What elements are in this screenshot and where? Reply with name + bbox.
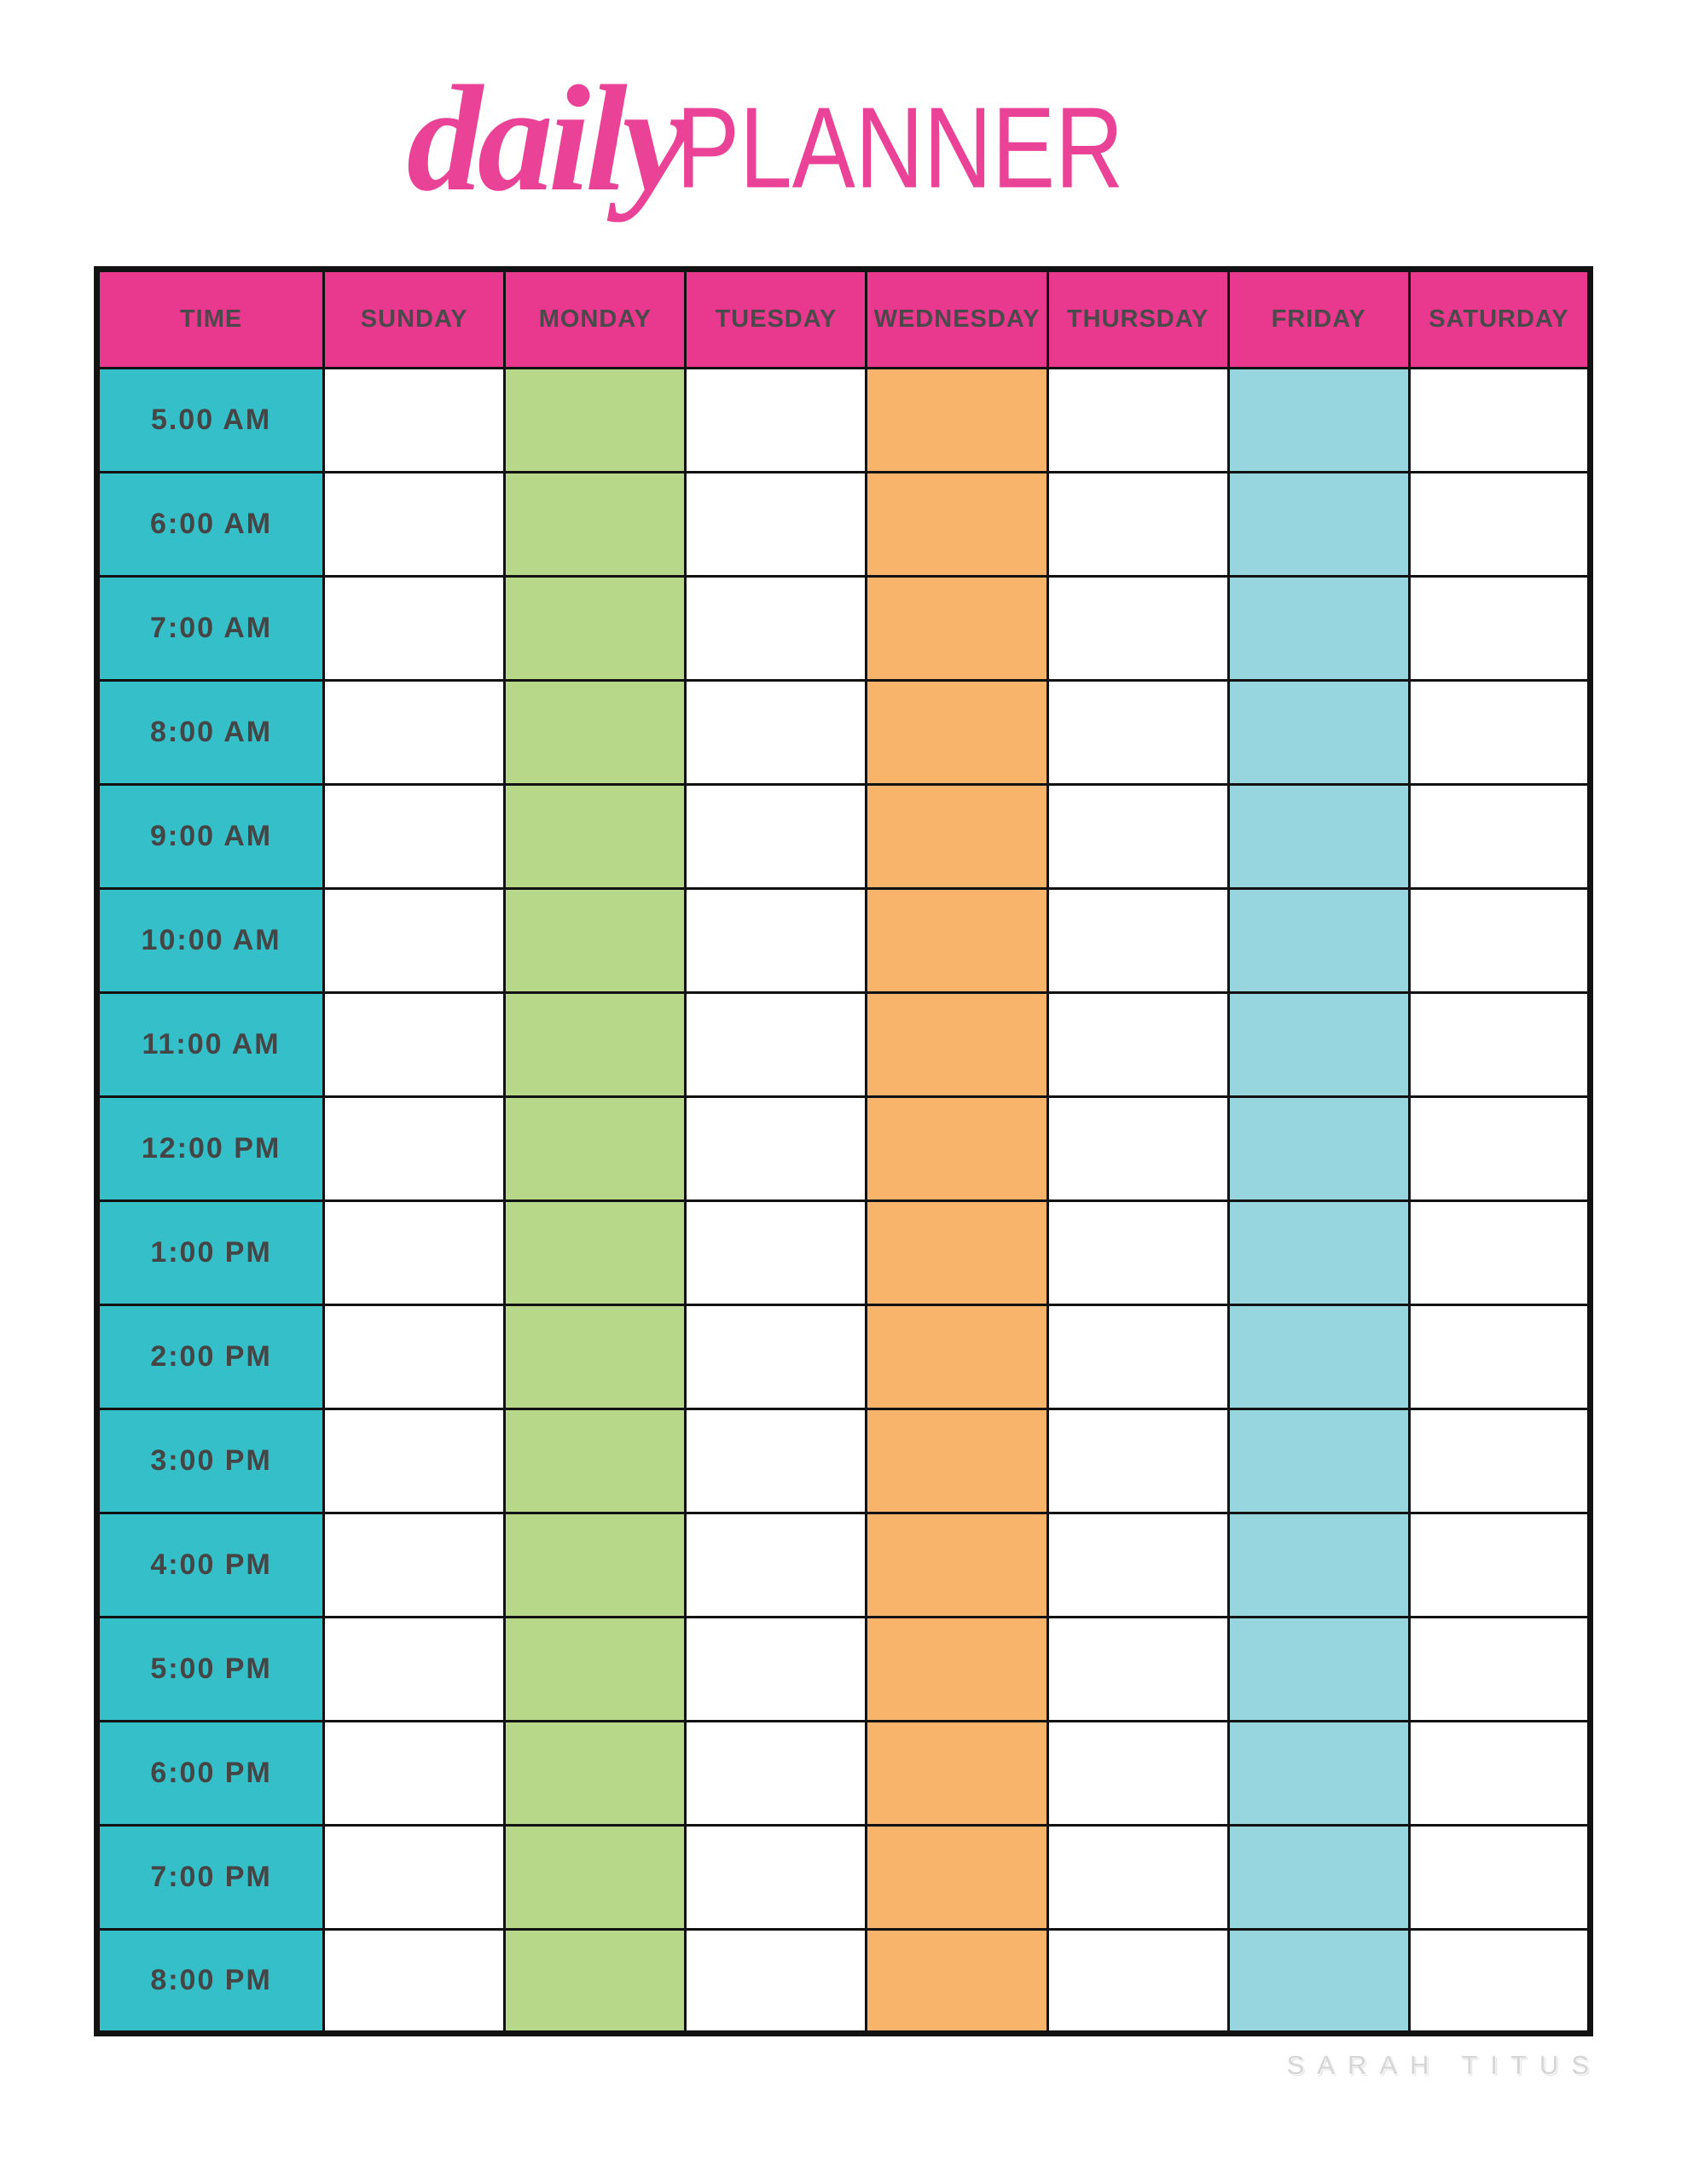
time-row [97,369,1591,473]
slot-wednesday [867,1930,1047,2034]
slot-friday [1228,1201,1409,1305]
slot-saturday [1409,1097,1590,1201]
slot-sunday [324,681,505,785]
slot-thursday [1047,1201,1228,1305]
time-row [97,1826,1591,1930]
slot-monday [505,1305,686,1409]
time-row [97,1513,1591,1618]
time-label: 8:00 AM [97,681,324,785]
slot-sunday [324,1826,505,1930]
planner-table [94,266,1593,2036]
title-script-daily: daily [406,54,685,223]
day-header-tuesday: TUESDAY [686,270,867,369]
time-row [97,993,1591,1097]
time-label: 1:00 PM [97,1201,324,1305]
slot-saturday [1409,1201,1590,1305]
slot-sunday [324,889,505,993]
slot-friday [1228,1722,1409,1826]
slot-sunday [324,1201,505,1305]
slot-monday [505,1409,686,1513]
slot-thursday [1047,473,1228,577]
time-label: 5:00 PM [97,1618,324,1722]
slot-saturday [1409,1305,1590,1409]
slot-wednesday [867,1305,1047,1409]
slot-thursday [1047,1618,1228,1722]
slot-tuesday [686,1305,867,1409]
slot-saturday [1409,1722,1590,1826]
slot-thursday [1047,681,1228,785]
day-header-wednesday: WEDNESDAY [867,270,1047,369]
slot-sunday [324,1305,505,1409]
slot-saturday [1409,1409,1590,1513]
time-label: 6:00 PM [97,1722,324,1826]
slot-friday [1228,1618,1409,1722]
header-row [97,270,1591,369]
slot-tuesday [686,681,867,785]
slot-tuesday [686,1513,867,1618]
time-row [97,1722,1591,1826]
slot-tuesday [686,889,867,993]
slot-monday [505,785,686,889]
slot-monday [505,1618,686,1722]
slot-tuesday [686,1930,867,2034]
slot-sunday [324,1722,505,1826]
slot-monday [505,681,686,785]
time-row [97,1618,1591,1722]
time-label: 12:00 PM [97,1097,324,1201]
time-label: 9:00 AM [97,785,324,889]
slot-sunday [324,473,505,577]
slot-monday [505,1722,686,1826]
time-row [97,1409,1591,1513]
slot-sunday [324,1409,505,1513]
time-row [97,889,1591,993]
page-title [0,0,1687,266]
time-label: 7:00 AM [97,577,324,681]
slot-monday [505,473,686,577]
slot-friday [1228,785,1409,889]
slot-friday [1228,1826,1409,1930]
slot-tuesday [686,1826,867,1930]
day-header-saturday: SATURDAY [1409,270,1590,369]
day-header-monday: MONDAY [505,270,686,369]
slot-thursday [1047,369,1228,473]
day-header-thursday: THURSDAY [1047,270,1228,369]
slot-tuesday [686,1201,867,1305]
slot-thursday [1047,1409,1228,1513]
slot-thursday [1047,889,1228,993]
slot-sunday [324,785,505,889]
slot-friday [1228,993,1409,1097]
time-label: 11:00 AM [97,993,324,1097]
slot-saturday [1409,1513,1590,1618]
slot-thursday [1047,785,1228,889]
slot-wednesday [867,369,1047,473]
slot-monday [505,369,686,473]
watermark-sarah-titus: SARAH TITUS [1286,2050,1602,2080]
slot-sunday [324,369,505,473]
slot-thursday [1047,1305,1228,1409]
slot-wednesday [867,473,1047,577]
slot-saturday [1409,681,1590,785]
slot-monday [505,993,686,1097]
slot-tuesday [686,369,867,473]
time-row [97,785,1591,889]
slot-wednesday [867,993,1047,1097]
slot-monday [505,1930,686,2034]
slot-monday [505,1201,686,1305]
slot-wednesday [867,1201,1047,1305]
slot-tuesday [686,1097,867,1201]
slot-tuesday [686,1618,867,1722]
slot-wednesday [867,889,1047,993]
slot-saturday [1409,785,1590,889]
time-label: 6:00 AM [97,473,324,577]
slot-friday [1228,1305,1409,1409]
day-header-time: TIME [97,270,324,369]
slot-wednesday [867,1513,1047,1618]
slot-monday [505,889,686,993]
slot-friday [1228,681,1409,785]
slot-friday [1228,1513,1409,1618]
slot-monday [505,1826,686,1930]
time-label: 10:00 AM [97,889,324,993]
slot-wednesday [867,1409,1047,1513]
slot-wednesday [867,1097,1047,1201]
slot-sunday [324,993,505,1097]
slot-wednesday [867,577,1047,681]
slot-sunday [324,1097,505,1201]
time-label: 5.00 AM [97,369,324,473]
slot-sunday [324,1930,505,2034]
slot-tuesday [686,1409,867,1513]
slot-sunday [324,577,505,681]
day-header-sunday: SUNDAY [324,270,505,369]
slot-friday [1228,889,1409,993]
slot-tuesday [686,577,867,681]
slot-saturday [1409,889,1590,993]
time-label: 4:00 PM [97,1513,324,1618]
slot-saturday [1409,1618,1590,1722]
slot-tuesday [686,785,867,889]
slot-thursday [1047,1930,1228,2034]
slot-monday [505,577,686,681]
slot-tuesday [686,993,867,1097]
time-row [97,1201,1591,1305]
slot-friday [1228,473,1409,577]
slot-thursday [1047,577,1228,681]
slot-wednesday [867,1618,1047,1722]
time-label: 2:00 PM [97,1305,324,1409]
time-row [97,681,1591,785]
slot-saturday [1409,369,1590,473]
slot-friday [1228,1097,1409,1201]
slot-saturday [1409,473,1590,577]
slot-saturday [1409,1930,1590,2034]
slot-tuesday [686,473,867,577]
slot-saturday [1409,1826,1590,1930]
time-label: 3:00 PM [97,1409,324,1513]
slot-saturday [1409,577,1590,681]
slot-monday [505,1097,686,1201]
slot-thursday [1047,1826,1228,1930]
slot-friday [1228,369,1409,473]
slot-monday [505,1513,686,1618]
slot-tuesday [686,1722,867,1826]
slot-friday [1228,577,1409,681]
slot-thursday [1047,1513,1228,1618]
slot-sunday [324,1513,505,1618]
time-row [97,1097,1591,1201]
slot-thursday [1047,993,1228,1097]
slot-wednesday [867,1826,1047,1930]
slot-wednesday [867,681,1047,785]
day-header-friday: FRIDAY [1228,270,1409,369]
slot-thursday [1047,1097,1228,1201]
time-label: 8:00 PM [97,1930,324,2034]
slot-saturday [1409,993,1590,1097]
title-caps-planner: PLANNER [675,83,1124,212]
slot-wednesday [867,785,1047,889]
slot-friday [1228,1930,1409,2034]
slot-thursday [1047,1722,1228,1826]
time-row [97,577,1591,681]
slot-friday [1228,1409,1409,1513]
time-row [97,1305,1591,1409]
slot-wednesday [867,1722,1047,1826]
time-row [97,1930,1591,2034]
slot-sunday [324,1618,505,1722]
time-label: 7:00 PM [97,1826,324,1930]
time-row [97,473,1591,577]
